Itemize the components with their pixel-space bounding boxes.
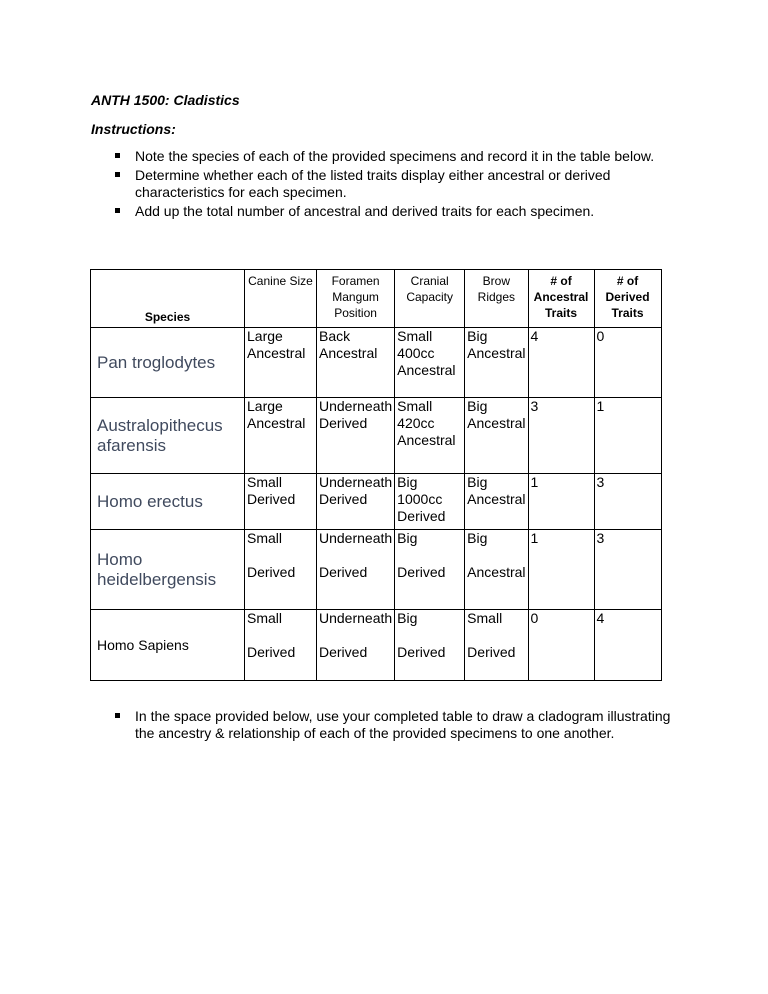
table-row [91,328,662,398]
document-title: ANTH 1500: Cladistics [91,92,240,108]
brow-cell [465,610,528,681]
cranial-trait-value: Derived [397,564,446,580]
canine-size-value: Small [247,530,283,546]
brow-trait-value: Ancestral [467,564,526,580]
cranial-size-value: Big [397,610,418,626]
table-header-row [91,270,662,328]
instructions-heading: Instructions: [91,121,176,137]
derived-count-cell: 4 [594,610,661,681]
canine-cell [245,610,317,681]
table-row [91,398,662,474]
species-cell: Homo heidelbergensis [91,530,245,610]
foramen-cell: Underneath Derived [317,474,395,530]
canine-trait-value: Derived [247,564,296,580]
foramen-position-value: Underneath [319,610,393,626]
derived-count-cell: 3 [594,474,661,530]
canine-size-value: Small [247,610,283,626]
derived-count-cell: 3 [594,530,661,610]
brow-size-value: Small [467,610,503,626]
cranial-size-value: Big [397,530,418,546]
table-row [91,530,662,610]
cranial-cell: Big 1000cc Derived [395,474,465,530]
foramen-position-value: Underneath [319,530,393,546]
brow-cell [465,530,528,610]
ancestral-count-cell: 0 [528,610,594,681]
derived-count-cell: 1 [594,398,661,474]
canine-trait-value: Derived [247,644,296,660]
table-row [91,610,662,681]
header-brow-ridges: Brow Ridges [465,270,528,328]
instruction-list [113,148,673,222]
header-cranial-capacity: Cranial Capacity [395,270,465,328]
traits-table [90,269,662,681]
species-cell: Homo erectus [91,474,245,530]
cranial-cell: Small 420cc Ancestral [395,398,465,474]
derived-count-cell: 0 [594,328,661,398]
header-ancestral-traits: # of Ancestral Traits [528,270,594,328]
foramen-cell [317,610,395,681]
brow-cell: Big Ancestral [465,474,528,530]
foramen-cell: Underneath Derived [317,398,395,474]
species-cell: Pan troglodytes [91,328,245,398]
foramen-trait-value: Derived [319,644,368,660]
canine-cell: Small Derived [245,474,317,530]
instruction-item: In the space provided below, use your completed table to draw a cladogram illustrating the ancestry & relationship of each of the provided specimens to one another. [113,708,673,742]
instruction-item: Note the species of each of the provided specimens and record it in the table below. [113,148,673,165]
foramen-trait-value: Derived [319,564,368,580]
header-canine-size: Canine Size [245,270,317,328]
instruction-item: Add up the total number of ancestral and derived traits for each specimen. [113,203,673,220]
canine-cell: Large Ancestral [245,328,317,398]
canine-cell [245,530,317,610]
cranial-trait-value: Derived [397,644,446,660]
header-foramen-position: Foramen Mangum Position [317,270,395,328]
foramen-cell: Back Ancestral [317,328,395,398]
ancestral-count-cell: 1 [528,530,594,610]
brow-size-value: Big [467,530,488,546]
header-species: Species [91,270,245,328]
brow-cell: Big Ancestral [465,328,528,398]
ancestral-count-cell: 3 [528,398,594,474]
instruction-item: Determine whether each of the listed traits display either ancestral or derived characteristics for each specimen. [113,167,673,201]
cranial-cell [395,610,465,681]
canine-cell: Large Ancestral [245,398,317,474]
species-cell: Australopithecus afarensis [91,398,245,474]
table-row [91,474,662,530]
header-derived-traits: # of Derived Traits [594,270,661,328]
foramen-cell [317,530,395,610]
cladogram-instruction-list [113,708,673,744]
ancestral-count-cell: 1 [528,474,594,530]
ancestral-count-cell: 4 [528,328,594,398]
cranial-cell [395,530,465,610]
brow-trait-value: Derived [467,644,516,660]
species-cell: Homo Sapiens [91,610,245,681]
cranial-cell: Small 400cc Ancestral [395,328,465,398]
brow-cell: Big Ancestral [465,398,528,474]
